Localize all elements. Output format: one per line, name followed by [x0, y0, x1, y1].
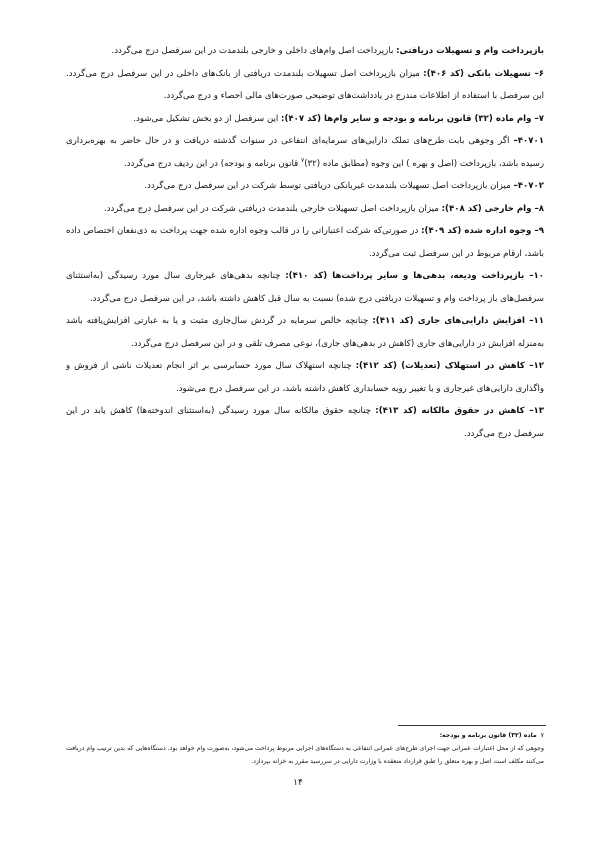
footnote-title: ماده (۳۲) قانون برنامه و بودجه: — [439, 732, 537, 739]
paragraph-equity-decrease — [66, 400, 544, 445]
paragraph-current-assets — [66, 310, 544, 355]
paragraph-body: میزان بازپرداخت اصل تسهیلات بلندمدت غیربانکی دریافتی توسط شرکت در این سرفصل درج می‌گردد. — [144, 181, 514, 191]
paragraph-heading: ۶– تسهیلات بانکی (کد ۴۰۶): — [423, 68, 545, 79]
paragraph-body: اگر وجوهی بابت طرح‌های تملک دارایی‌های سرمایه‌ای انتفاعی در سنوات گذشته دریافت و در حال حاضر به بهره‌برداری رسیده باشد، بازپرداخت (اصل و بهره ) این وجوه (مطابق ماده (۳۲) — [66, 136, 544, 169]
footnote-title-line — [66, 729, 544, 742]
paragraph-heading: ۹– وجوه اداره شده (کد ۴۰۹): — [421, 226, 545, 236]
paragraph-body: چنانچه حقوق مالکانه سال مورد رسیدگی (به‌استثنای اندوخته‌ها) کاهش یابد در این سرفصل درج می‌گردد. — [66, 406, 544, 439]
paragraph-loan-repayment — [66, 40, 544, 63]
paragraph-body-tail: قانون برنامه و بودجه) در این ردیف درج می‌گردد. — [123, 158, 301, 169]
footnote-reference: ۷ — [300, 156, 305, 164]
footnote — [66, 729, 544, 768]
paragraph-heading: ۱۰– بازپرداخت ودیعه، بدهی‌ها و سایر پرداخت‌ها (کد ۴۱۰): — [285, 271, 544, 281]
paragraph-heading: ۱۱– افزایش دارایی‌های جاری (کد ۴۱۱): — [372, 316, 544, 326]
paragraph-body: چنانچه استهلاک سال مورد حسابرسی بر اثر انجام تعدیلات ناشی از فروش و واگذاری دارایی‌های غیرجاری و یا تغییر رویه حسابداری کاهش داشته باشد، در این سرفصل درج می‌شود. — [66, 361, 544, 394]
paragraph-foreign-loan — [66, 198, 544, 221]
paragraph-depreciation — [66, 355, 544, 400]
paragraph-heading: ۱۳– کاهش در حقوق مالکانه (کد ۴۱۳): — [375, 406, 545, 416]
paragraph-body: میزان بازپرداخت اصل تسهیلات خارجی بلندمدت دریافتی شرکت در این سرفصل درج می‌گردد. — [103, 203, 442, 214]
page-number: ۱۴ — [293, 778, 303, 788]
paragraph-heading: ۱۲– کاهش در استهلاک (تعدیلات) (کد ۴۱۲): — [355, 361, 544, 371]
footnote-number: ۷ — [540, 732, 544, 739]
paragraph-body: میزان بازپرداخت اصل تسهیلات بلندمدت دریافتی از بانک‌های داخلی در این سرفصل درج می‌گردد. این سرفصل با استفاده از اطلاعات مندرج در یادداشت‌های توضیحی صورت‌های مالی احصاء و درج می‌گردد. — [66, 68, 544, 101]
paragraph-body: بازپرداخت اصل وام‌های داخلی و خارجی بلندمدت در این سرفصل درج می‌گردد. — [111, 46, 397, 56]
paragraph-heading: ۷– وام ماده (۳۲) قانون برنامه و بودجه و سایر وام‌ها (کد ۴۰۷): — [281, 113, 544, 124]
paragraph-article-32-loans — [66, 108, 544, 131]
paragraph-body: این سرفصل از دو بخش تشکیل می‌شود. — [133, 113, 282, 124]
footnote-text: وجوهی که از محل اعتبارات عمرانی جهت اجرای طرح‌های عمرانی انتفاعی به دستگاه‌های اجرایی مربوط پرداخت می‌شود، به‌صورت وام خواهد بود. دستگاه‌هایی که بدین ترتیب وام دریافت می‌کنند مکلف است اصل و بهره متعلق را طبق قرارداد منعقده با وزارت دارایی در سررسید مقرر به خزانه بپردازد. — [66, 745, 544, 765]
paragraph-heading: ۴۰۷۰۲– — [513, 181, 544, 191]
paragraph-40702 — [66, 175, 544, 198]
paragraph-heading: بازپرداخت وام و تسهیلات دریافتی: — [396, 46, 544, 56]
paragraph-body: در صورتی‌که شرکت اعتباراتی را در قالب وجوه اداره شده جهت پرداخت به ذی‌نفعان اختصاص داده باشد، ارقام مربوط در این سرفصل ثبت می‌گردد. — [66, 226, 544, 259]
paragraph-deposit-repayment — [66, 265, 544, 310]
paragraph-40701 — [66, 130, 544, 175]
paragraph-heading: ۴۰۷۰۱– — [513, 136, 544, 146]
paragraph-heading: ۸– وام خارجی (کد ۴۰۸): — [441, 203, 544, 214]
paragraph-body: چنانچه خالص سرمایه در گردش سال‌جاری مثبت و یا به عبارتی افزایش‌یافته باشد به‌منزله افزایش در دارایی‌های جاری (کاهش در بدهی‌های جاری)، نوعی مصرف تلقی و در این سرفصل درج می‌گردد. — [66, 316, 544, 349]
footnote-divider — [398, 725, 546, 726]
paragraph-bank-facilities — [66, 63, 544, 108]
paragraph-body: چنانچه بدهی‌های غیرجاری سال مورد رسیدگی (به‌استثنای سرفصل‌های باز پرداخت وام و تسهیلات دریافتی درج شده) نسبت به سال قبل کاهش داشته باشد، در این سرفصل درج می‌گردد. — [66, 271, 544, 304]
paragraph-managed-funds — [66, 220, 544, 265]
body-text — [66, 40, 544, 445]
